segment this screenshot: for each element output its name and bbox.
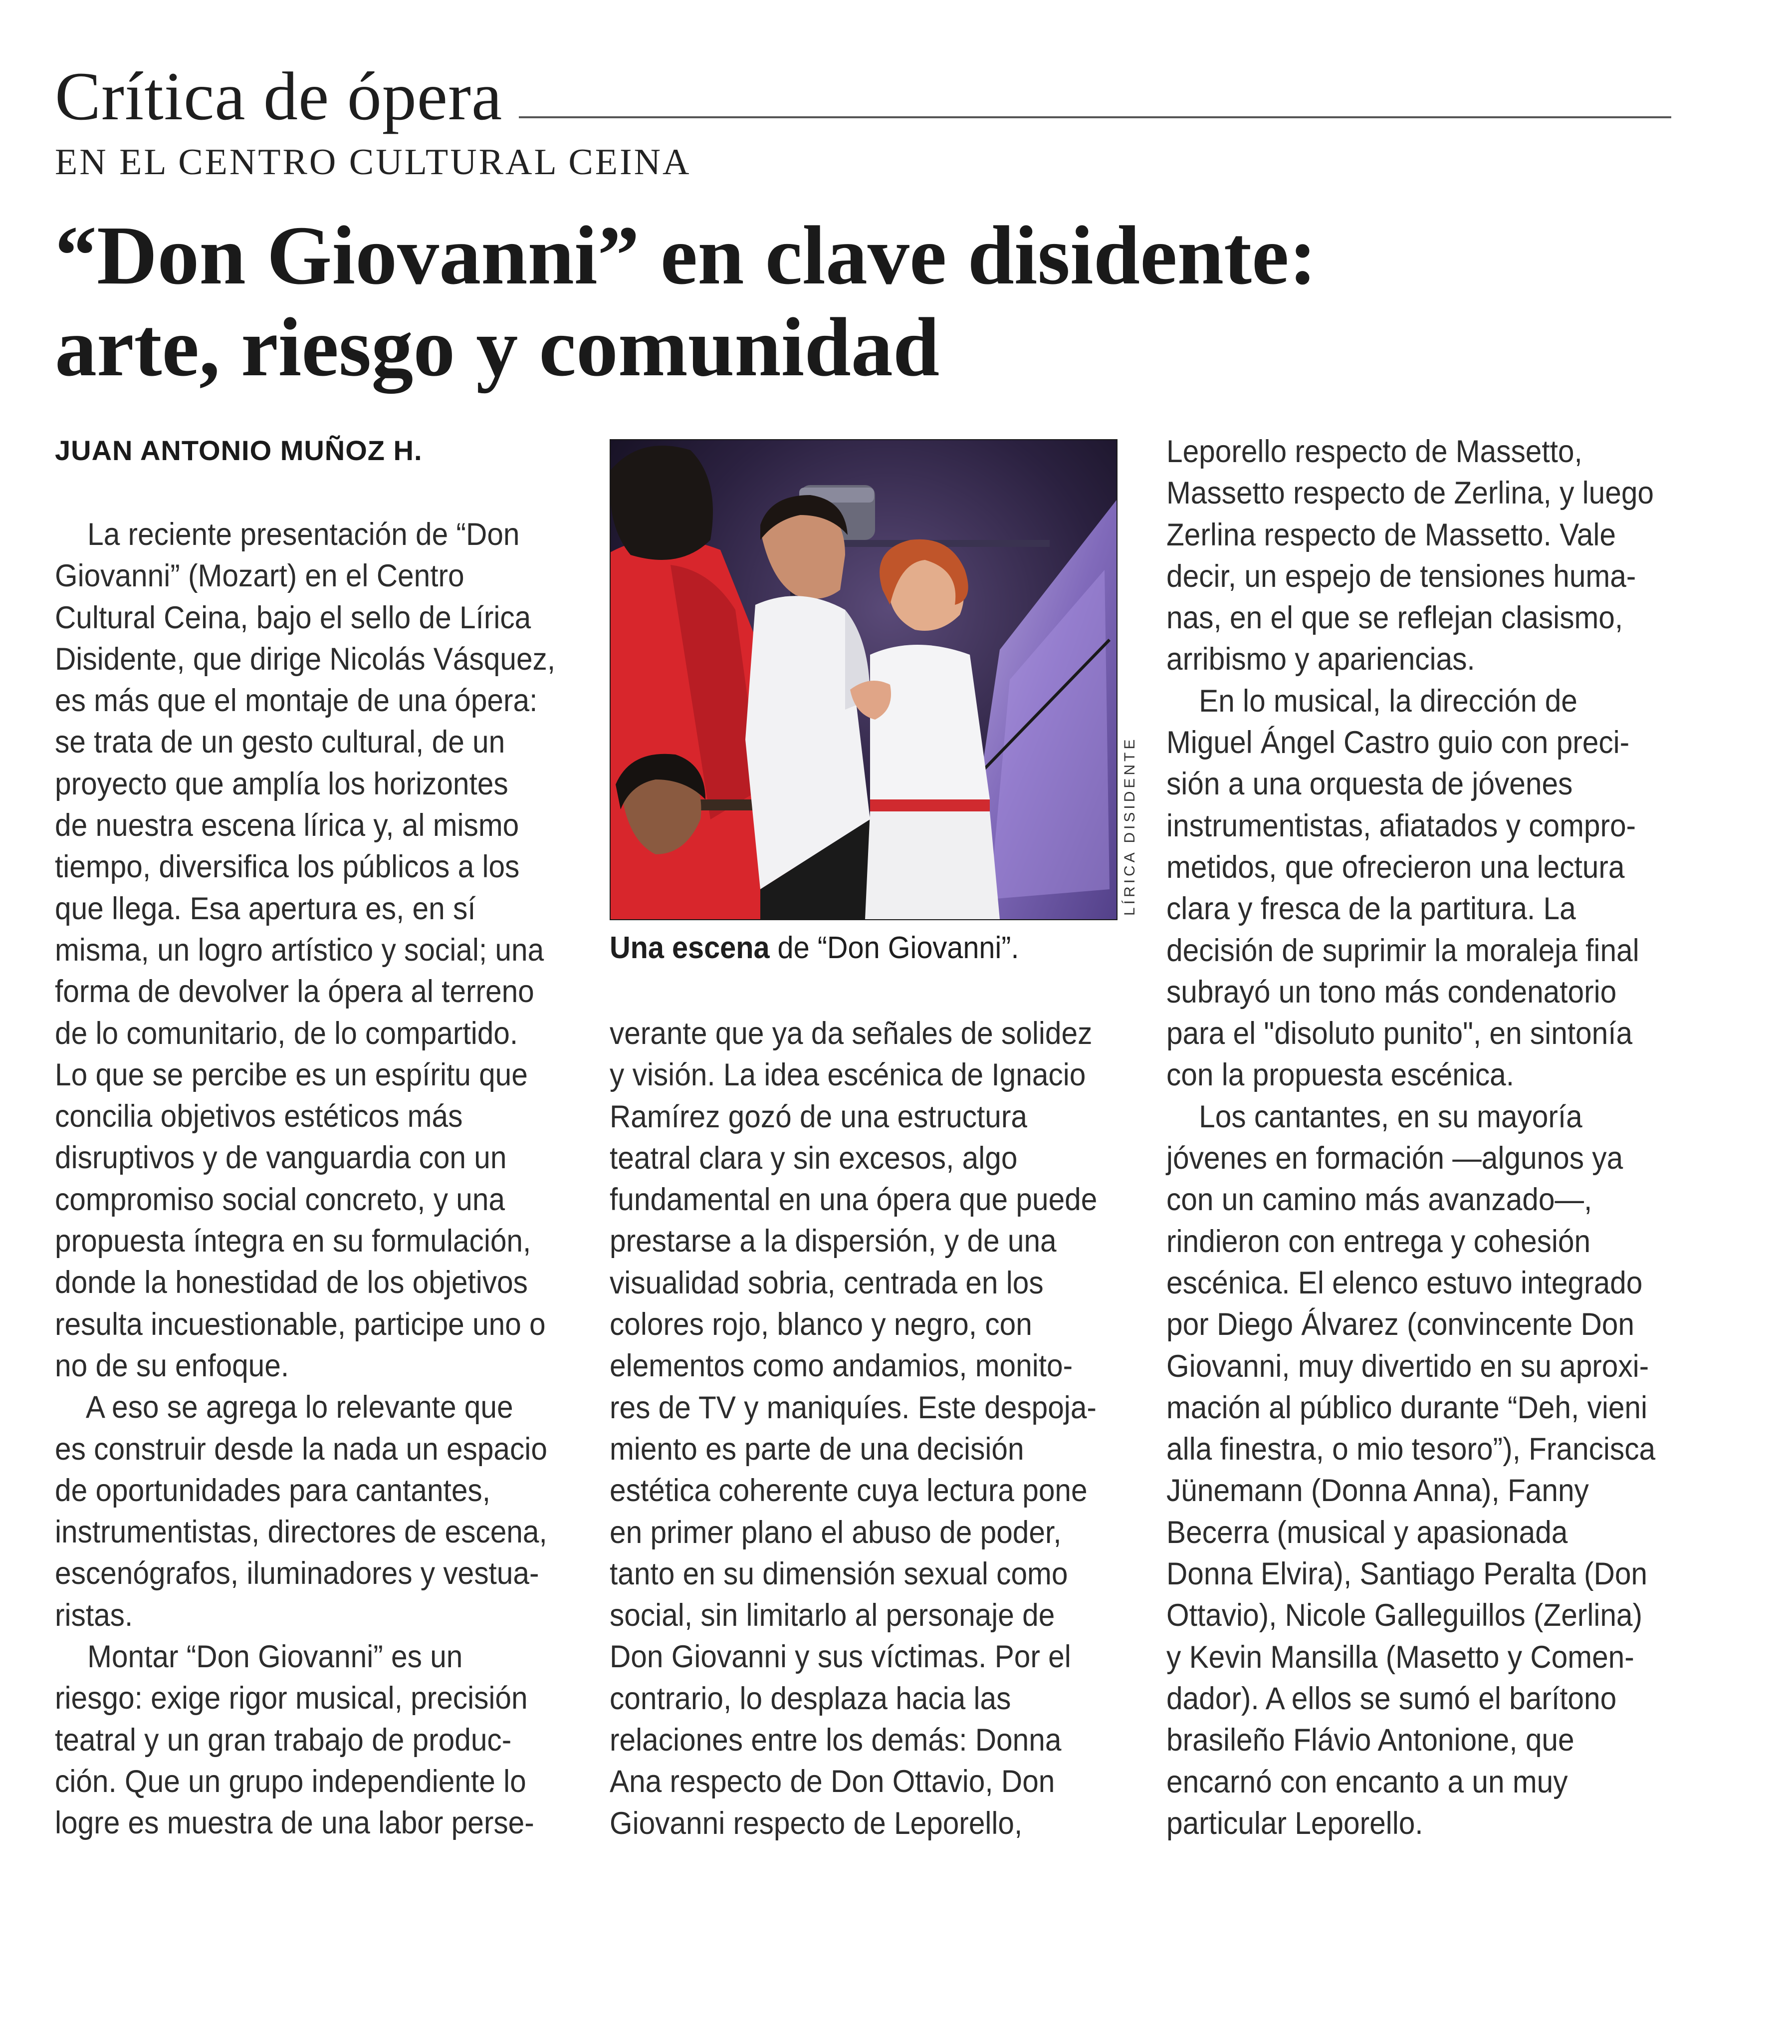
article-line: que llega. Esa apertura es, en sí — [55, 891, 476, 926]
article-line: teatral clara y sin excesos, algo — [610, 1140, 1018, 1176]
article-line: disruptivos y de vanguardia con un — [55, 1140, 507, 1176]
article-line: social, sin limitarlo al personaje de — [610, 1598, 1055, 1633]
article-line: dador). A ellos se sumó el barítono — [1166, 1681, 1617, 1716]
photo-credit: LÍRICA DISIDENTE — [1121, 736, 1138, 916]
section-header — [55, 59, 1671, 134]
article-line: con un camino más avanzado—, — [1166, 1182, 1592, 1218]
article-line: Zerlina respecto de Massetto. Vale — [1166, 517, 1616, 552]
article-line: instrumentistas, directores de escena, — [55, 1515, 547, 1550]
article-line: tanto en su dimensión sexual como — [610, 1556, 1068, 1591]
article-line: mación al público durante “Deh, vieni — [1166, 1390, 1648, 1425]
article-line: jóvenes en formación —algunos ya — [1166, 1141, 1623, 1176]
article-line: nas, en el que se reflejan clasismo, — [1166, 600, 1623, 636]
article-line: y Kevin Mansilla (Masetto y Comen- — [1166, 1639, 1634, 1675]
caption-text: de “Don Giovanni”. — [769, 931, 1019, 965]
article-line: teatral y un gran trabajo de produc- — [55, 1722, 512, 1758]
article-line: subrayó un tono más condenatorio — [1166, 974, 1617, 1010]
article-line: Jünemann (Donna Anna), Fanny — [1166, 1473, 1589, 1509]
article-line: Ana respecto de Don Ottavio, Don — [610, 1764, 1055, 1799]
headline — [55, 210, 1701, 393]
article-line: res de TV y maniquíes. Este despoja- — [610, 1390, 1097, 1425]
article-line: proyecto que amplía los horizontes — [55, 766, 508, 801]
article-line: con la propuesta escénica. — [1166, 1057, 1515, 1093]
article-line: metidos, que ofrecieron una lectura — [1166, 849, 1625, 885]
article-line: escenógrafos, iluminadores y vestua- — [55, 1556, 539, 1591]
article-line: La reciente presentación de “Don — [55, 517, 520, 552]
article-line: verante que ya da señales de solidez — [610, 1016, 1093, 1051]
article-line: clara y fresca de la partitura. La — [1166, 891, 1576, 927]
article-line: ristas. — [55, 1597, 133, 1633]
article-line: fundamental en una ópera que puede — [610, 1182, 1098, 1218]
article-line: Montar “Don Giovanni” es un — [55, 1639, 463, 1675]
article-line: y visión. La idea escénica de Ignacio — [610, 1057, 1086, 1093]
article-line: es construir desde la nada un espacio — [55, 1431, 547, 1467]
article-line: colores rojo, blanco y negro, con — [610, 1307, 1032, 1342]
article-line: brasileño Flávio Antonione, que — [1166, 1723, 1574, 1758]
article-line: forma de devolver la ópera al terreno — [55, 974, 534, 1010]
article-line: Disidente, que dirige Nicolás Vásquez, — [55, 641, 556, 677]
article-line: de lo comunitario, de lo compartido. — [55, 1016, 518, 1051]
article-line: Ramírez gozó de una estructura — [610, 1099, 1027, 1134]
caption-bold: Una escena — [610, 931, 770, 965]
article-line: particular Leporello. — [1166, 1805, 1423, 1841]
photo-caption — [610, 929, 1120, 967]
article-line: concilia objetivos estéticos más — [55, 1099, 463, 1134]
article-line: encarnó con encanto a un muy — [1166, 1764, 1568, 1799]
article-line: Giovanni respecto de Leporello, — [610, 1805, 1023, 1841]
article-line: miento es parte de una decisión — [610, 1431, 1024, 1467]
article-line: Leporello respecto de Massetto, — [1166, 434, 1582, 469]
article-line: Los cantantes, en su mayoría — [1166, 1099, 1582, 1134]
article-line: sión a una orquesta de jóvenes — [1166, 766, 1573, 802]
headline-line-1: “Don Giovanni” en clave disidente: — [55, 209, 1317, 302]
article-line: por Diego Álvarez (convincente Don — [1166, 1307, 1634, 1342]
article-line: misma, un logro artístico y social; una — [55, 932, 544, 968]
article-line: instrumentistas, afiatados y compro- — [1166, 808, 1636, 843]
kicker: EN EL CENTRO CULTURAL CEINA — [55, 142, 691, 183]
article-line: rindieron con entrega y cohesión — [1166, 1224, 1591, 1259]
section-title: Crítica de ópera — [55, 58, 503, 134]
article-line: compromiso social concreto, y una — [55, 1182, 505, 1217]
article-column-3 — [1166, 431, 1655, 1844]
article-line: de nuestra escena lírica y, al mismo — [55, 808, 519, 843]
article-column-1 — [55, 514, 555, 1844]
article-line: Lo que se percibe es un espíritu que — [55, 1057, 528, 1092]
article-column-2 — [610, 1013, 1097, 1844]
article-line: relaciones entre los demás: Donna — [610, 1723, 1062, 1758]
article-line: Massetto respecto de Zerlina, y luego — [1166, 476, 1654, 511]
article-line: en primer plano el abuso de poder, — [610, 1515, 1062, 1550]
article-photo — [610, 439, 1118, 920]
article-line: resulta incuestionable, participe uno o — [55, 1306, 546, 1342]
article-line: arribismo y apariencias. — [1166, 642, 1475, 677]
article-line: Ottavio), Nicole Galleguillos (Zerlina) — [1166, 1598, 1643, 1633]
article-line: se trata de un gesto cultural, de un — [55, 725, 505, 760]
article-line: decisión de suprimir la moraleja final — [1166, 933, 1639, 968]
headline-line-2: arte, riesgo y comunidad — [55, 301, 940, 394]
article-line: visualidad sobria, centrada en los — [610, 1265, 1044, 1300]
article-line: Giovanni, muy divertido en su aproxi- — [1166, 1348, 1649, 1384]
article-line: Donna Elvira), Santiago Peralta (Don — [1166, 1556, 1647, 1592]
article-line: Miguel Ángel Castro guio con preci- — [1166, 725, 1630, 761]
article-line: propuesta íntegra en su formulación, — [55, 1224, 531, 1259]
article-line: logre es muestra de una labor perse- — [55, 1805, 534, 1841]
article-line: donde la honestidad de los objetivos — [55, 1265, 528, 1300]
article-line: escénica. El elenco estuvo integrado — [1166, 1265, 1643, 1300]
section-rule — [519, 116, 1671, 118]
article-line: no de su enfoque. — [55, 1348, 289, 1383]
article-line: contrario, lo desplaza hacia las — [610, 1681, 1011, 1716]
article-line: En lo musical, la dirección de — [1166, 683, 1577, 719]
article-line: Giovanni” (Mozart) en el Centro — [55, 558, 464, 594]
stage-scene-illustration — [611, 440, 1117, 919]
article-line: decir, un espejo de tensiones huma- — [1166, 558, 1636, 594]
article-line: A eso se agrega lo relevante que — [55, 1390, 513, 1425]
article-line: estética coherente cuya lectura pone — [610, 1473, 1088, 1509]
article-line: elementos como andamios, monito- — [610, 1348, 1073, 1384]
byline: JUAN ANTONIO MUÑOZ H. — [55, 435, 423, 466]
article-line: Becerra (musical y apasionada — [1166, 1515, 1568, 1550]
article-line: riesgo: exige rigor musical, precisión — [55, 1681, 528, 1716]
article-line: tiempo, diversifica los públicos a los — [55, 849, 520, 885]
article-line: ción. Que un grupo independiente lo — [55, 1764, 526, 1799]
article-line: prestarse a la dispersión, y de una — [610, 1224, 1057, 1259]
article-line: para el "disoluto punito", en sintonía — [1166, 1016, 1633, 1051]
article-line: de oportunidades para cantantes, — [55, 1473, 490, 1508]
article-line: es más que el montaje de una ópera: — [55, 683, 538, 719]
article-line: Don Giovanni y sus víctimas. Por el — [610, 1639, 1071, 1675]
article-line: alla finestra, o mio tesoro”), Francisca — [1166, 1432, 1656, 1467]
article-line: Cultural Ceina, bajo el sello de Lírica — [55, 600, 531, 635]
